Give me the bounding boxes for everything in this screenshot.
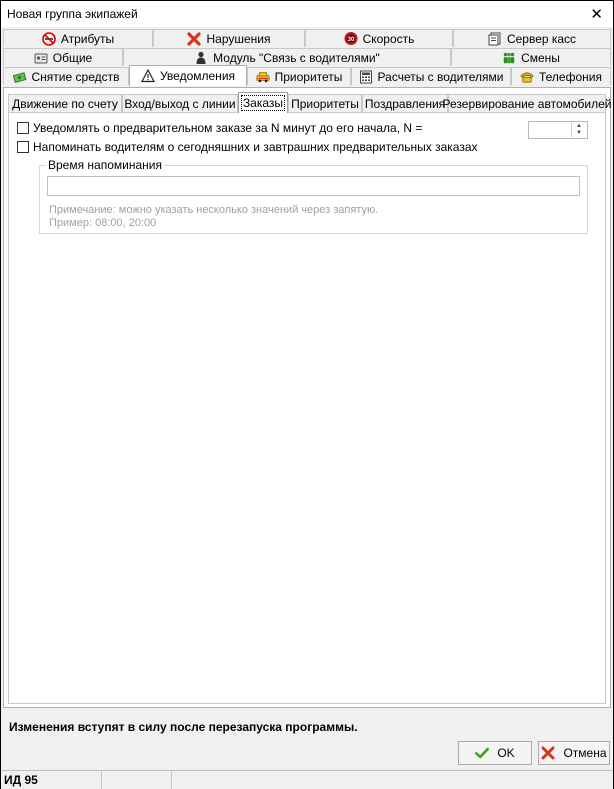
reminder-time-legend: Время напоминания	[48, 158, 162, 172]
calculator-icon	[359, 70, 373, 84]
speed-limit-icon	[344, 32, 358, 46]
close-icon[interactable]: ✕	[590, 6, 603, 23]
subtab-strip	[8, 92, 612, 112]
red-cross-icon	[187, 32, 201, 46]
tab-attributes[interactable]	[3, 29, 153, 47]
tab-priorities[interactable]	[247, 67, 351, 85]
tab-withdrawals[interactable]	[3, 67, 129, 85]
tab-label: Снятие средств	[31, 69, 120, 84]
subtab-label: Движение по счету	[12, 96, 118, 111]
tab-driver-module[interactable]	[123, 48, 451, 66]
record-id: ИД 95	[4, 773, 38, 787]
hint-note: Примечание: можно указать несколько значений через запятую.	[49, 204, 379, 216]
tab-label: Уведомления	[159, 69, 236, 83]
notify-preorder-label[interactable]: Уведомлять о предварительном заказе за N минут до его начала, N =	[33, 121, 423, 135]
tab-label: Скорость	[362, 31, 415, 46]
status-cell-3	[171, 771, 613, 789]
window-title: Новая группа экипажей	[7, 7, 138, 21]
tab-row-2	[3, 48, 611, 67]
hint-example: Пример: 08:00, 20:00	[49, 217, 157, 229]
title-bar	[1, 1, 613, 27]
remind-drivers-label[interactable]: Напоминать водителям о сегодняшних и завтрашних предварительных заказах	[33, 140, 478, 154]
status-bar	[1, 770, 613, 789]
spinner-buttons	[571, 123, 586, 137]
cancel-button[interactable]	[538, 741, 610, 765]
remind-drivers-row	[17, 140, 478, 154]
subtab-priorities[interactable]	[288, 94, 362, 112]
checkmark-icon	[475, 746, 489, 760]
notify-preorder-row	[17, 121, 422, 135]
tab-label: Модуль "Связь с водителями"	[213, 50, 380, 65]
tab-row-1	[3, 29, 611, 48]
status-cell-2	[101, 771, 172, 789]
cancel-label: Отмена	[563, 746, 607, 760]
tab-label: Расчеты с водителями	[377, 69, 504, 84]
phone-icon	[520, 70, 534, 84]
svg-text:30: 30	[347, 36, 354, 43]
tab-label: Сервер касс	[506, 31, 577, 46]
tab-shifts[interactable]	[451, 48, 611, 66]
subtab-label: Приоритеты	[291, 96, 359, 111]
tab-driver-payments[interactable]	[351, 67, 511, 85]
n-minutes-spinner[interactable]	[528, 121, 588, 139]
tab-label: Нарушения	[206, 31, 271, 46]
ok-label: OK	[497, 746, 515, 760]
subtab-orders[interactable]	[238, 92, 288, 113]
remind-drivers-checkbox[interactable]	[17, 141, 29, 153]
spinner-down-icon[interactable]: ▼	[576, 130, 582, 136]
subtab-label: Заказы	[242, 96, 284, 110]
driver-icon	[194, 51, 208, 65]
ok-button[interactable]	[458, 741, 532, 765]
reminder-time-input[interactable]	[47, 176, 580, 196]
restart-notice: Изменения вступят в силу после перезапуска программы.	[9, 720, 358, 734]
tab-label: Смены	[521, 50, 560, 65]
tab-cash-server[interactable]	[453, 29, 611, 47]
tab-telephony[interactable]	[511, 67, 611, 85]
no-smoking-icon	[42, 32, 56, 46]
tab-label: Телефония	[539, 69, 602, 84]
money-icon	[13, 70, 27, 84]
subtab-account-movement[interactable]	[8, 94, 122, 112]
tab-label: Приоритеты	[274, 69, 343, 84]
cash-server-icon	[488, 32, 502, 46]
tab-label: Атрибуты	[60, 31, 115, 46]
warning-icon	[141, 69, 155, 83]
priority-car-icon	[256, 70, 270, 84]
subtab-label: Резервирование автомобилей	[442, 96, 612, 111]
tab-row-3	[3, 67, 611, 86]
id-card-icon	[34, 51, 48, 65]
subtab-line-entry-exit[interactable]	[122, 94, 238, 112]
subtab-car-reservation[interactable]	[442, 94, 612, 112]
cancel-cross-icon	[541, 746, 555, 760]
tab-label: Общие	[52, 50, 93, 65]
tab-speed[interactable]	[305, 29, 453, 47]
subtab-label: Поздравления	[364, 96, 446, 111]
tab-violations[interactable]	[153, 29, 305, 47]
status-cell-id	[1, 771, 102, 789]
people-icon	[502, 51, 516, 65]
spinner-up-icon[interactable]: ▲	[576, 123, 582, 129]
subtab-congratulations[interactable]	[362, 94, 448, 112]
notify-preorder-checkbox[interactable]	[17, 122, 29, 134]
tab-notifications[interactable]	[129, 65, 247, 86]
subtab-label: Вход/выход с линии	[124, 96, 236, 111]
tab-general[interactable]	[3, 48, 123, 66]
